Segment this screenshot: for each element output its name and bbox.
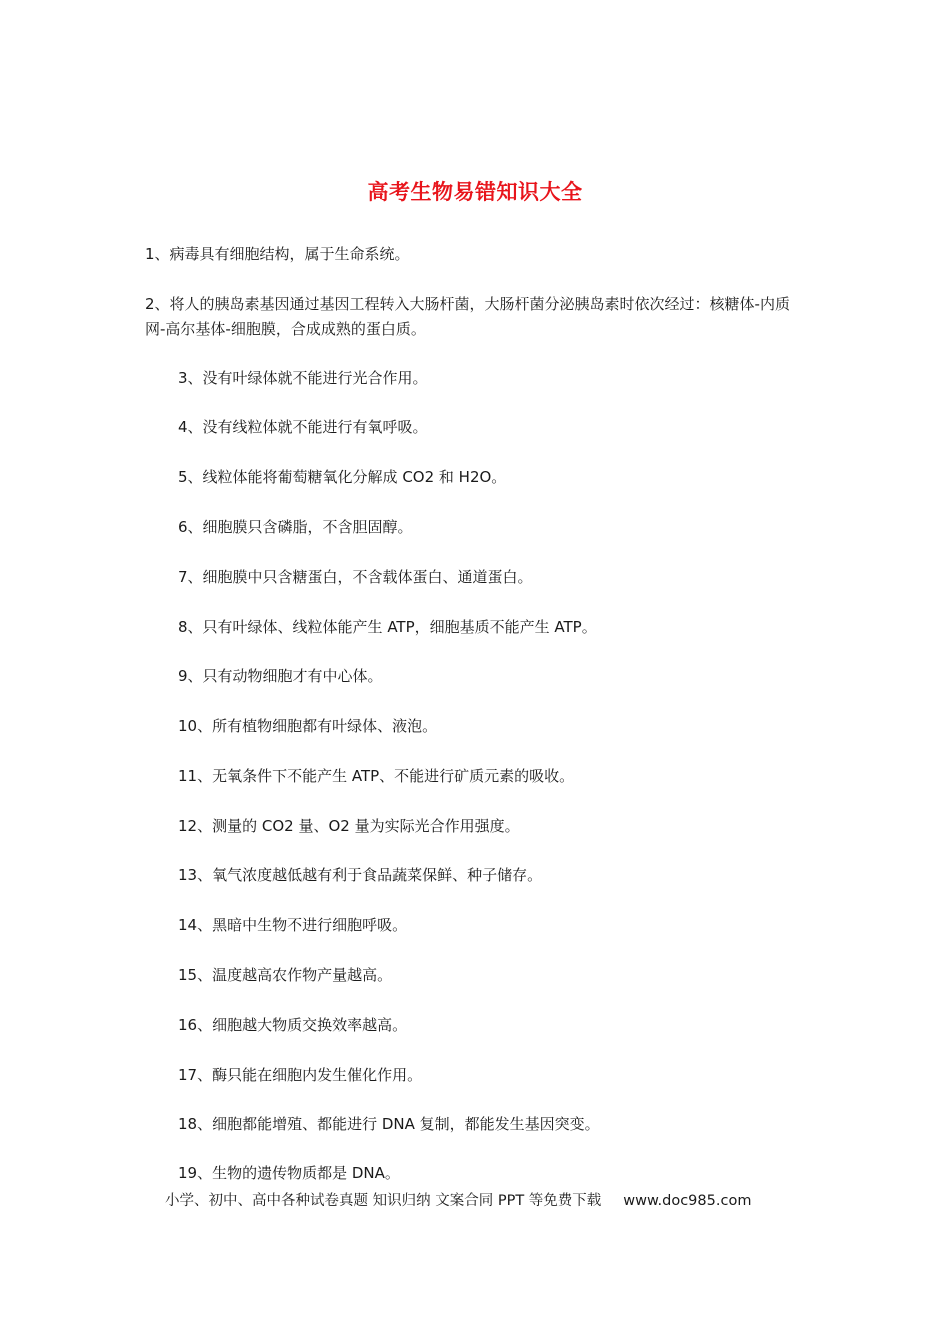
list-item: 18、细胞都能增殖、都能进行 DNA 复制，都能发生基因突变。	[178, 1115, 600, 1133]
list-item: 13、氧气浓度越低越有利于食品蔬菜保鲜、种子储存。	[178, 866, 543, 884]
list-item: 7、细胞膜中只含糖蛋白，不含载体蛋白、通道蛋白。	[178, 568, 533, 586]
list-item: 14、黑暗中生物不进行细胞呼吸。	[178, 916, 408, 934]
list-item: 10、所有植物细胞都有叶绿体、液泡。	[178, 717, 438, 735]
list-item: 16、细胞越大物质交换效率越高。	[178, 1016, 408, 1034]
list-item: 8、只有叶绿体、线粒体能产生 ATP，细胞基质不能产生 ATP。	[178, 618, 597, 636]
list-item: 19、生物的遗传物质都是 DNA。	[178, 1164, 400, 1182]
list-item: 3、没有叶绿体就不能进行光合作用。	[178, 369, 428, 387]
list-item: 5、线粒体能将葡萄糖氧化分解成 CO2 和 H2O。	[178, 468, 507, 486]
list-item: 15、温度越高农作物产量越高。	[178, 966, 393, 984]
document-title: 高考生物易错知识大全	[367, 180, 583, 204]
list-item: 4、没有线粒体就不能进行有氧呼吸。	[178, 418, 428, 436]
list-item: 12、测量的 CO2 量、O2 量为实际光合作用强度。	[178, 817, 520, 835]
list-item: 9、只有动物细胞才有中心体。	[178, 667, 383, 685]
list-item: 17、酶只能在细胞内发生催化作用。	[178, 1066, 423, 1084]
list-item: 6、细胞膜只含磷脂，不含胆固醇。	[178, 518, 413, 536]
footer-text: 小学、初中、高中各种试卷真题 知识归纳 文案合同 PPT 等免费下载	[165, 1193, 602, 1209]
list-item: 2、将人的胰岛素基因通过基因工程转入大肠杆菌，大肠杆菌分泌胰岛素时依次经过：核糖体-内质网-高尔基体-细胞膜，合成成熟的蛋白质。	[145, 295, 790, 338]
page-footer	[165, 1190, 751, 1212]
list-item: 11、无氧条件下不能产生 ATP、不能进行矿质元素的吸收。	[178, 767, 575, 785]
list-item: 1、病毒具有细胞结构，属于生命系统。	[145, 245, 410, 263]
footer-site-link[interactable]: www.doc985.com	[623, 1193, 752, 1209]
